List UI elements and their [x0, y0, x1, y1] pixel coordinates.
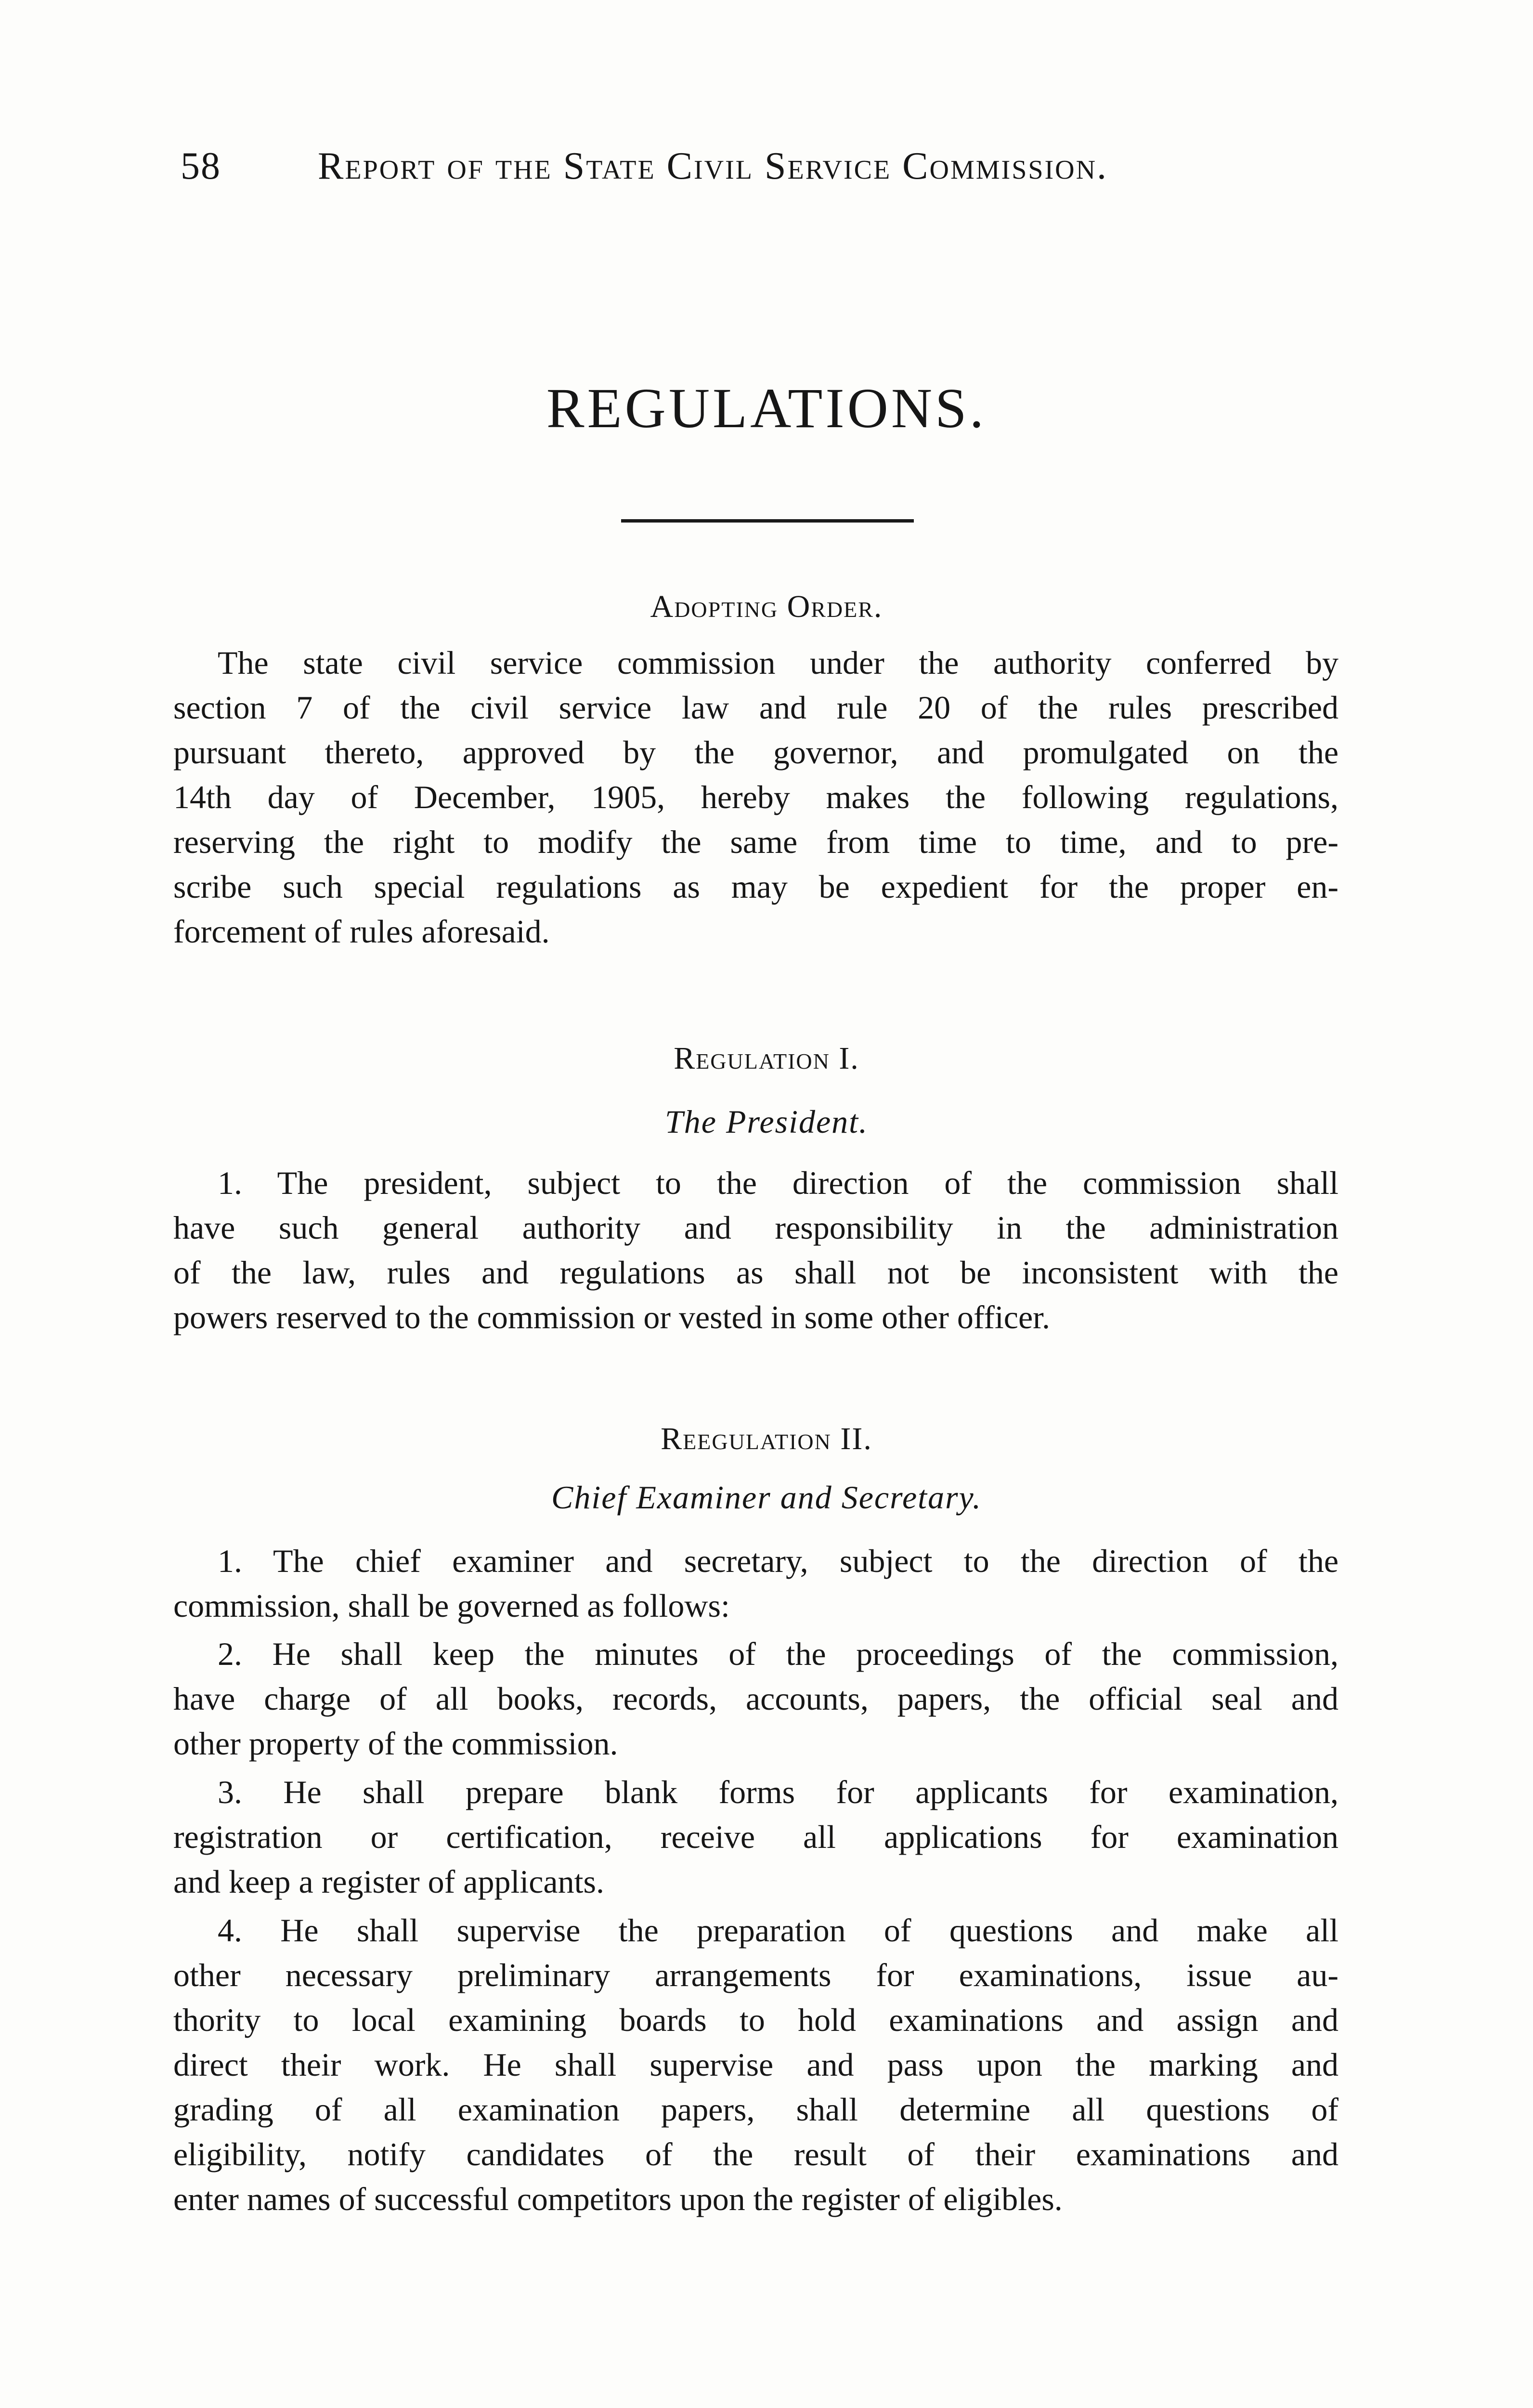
- page-title: REGULATIONS.: [546, 377, 987, 440]
- regulation-2-paragraph-1: [173, 1539, 1338, 1628]
- adopting-order-paragraph: [173, 641, 1338, 954]
- paragraph-line: commission, shall be governed as follows:: [173, 1587, 730, 1624]
- regulation-1-paragraph-1: [173, 1161, 1338, 1340]
- paragraph-line: 3. He shall prepare blank forms for applicants for examination,: [218, 1774, 1338, 1810]
- paragraph-line: direct their work. He shall supervise and pass upon the marking and: [173, 2046, 1338, 2083]
- paragraph-line: section 7 of the civil service law and rule 20 of the rules prescribed: [173, 689, 1338, 726]
- paragraph-line: 4. He shall supervise the preparation of questions and make all: [218, 1912, 1338, 1949]
- paragraph-line: 1. The president, subject to the direction of the commission shall: [218, 1165, 1338, 1201]
- paragraph-line: forcement of rules aforesaid.: [173, 913, 550, 950]
- regulation-2-heading: Reegulation II.: [661, 1421, 872, 1456]
- title-rule: [621, 519, 914, 523]
- paragraph-line: 1. The chief examiner and secretary, subject to the direction of the: [218, 1543, 1338, 1579]
- regulation-2-paragraph-4: [173, 1908, 1338, 2222]
- paragraph-line: have such general authority and responsibility in the administration: [173, 1209, 1338, 1246]
- paragraph-line: reserving the right to modify the same from time to time, and to pre-: [173, 824, 1338, 860]
- paragraph-line: grading of all examination papers, shall determine all questions of: [173, 2091, 1338, 2128]
- paragraph-line: 2. He shall keep the minutes of the proceedings of the commission,: [218, 1636, 1338, 1672]
- page-number: 58: [181, 145, 221, 187]
- regulation-1-heading: Regulation I.: [674, 1041, 859, 1076]
- regulation-2-subheading: Chief Examiner and Secretary.: [551, 1479, 982, 1516]
- paragraph-line: 14th day of December, 1905, hereby makes the following regulations,: [173, 779, 1338, 815]
- paragraph-line: pursuant thereto, approved by the governor, and promulgated on the: [173, 734, 1338, 771]
- paragraph-line: scribe such special regulations as may be expedient for the proper en-: [173, 868, 1338, 905]
- paragraph-line: other property of the commission.: [173, 1725, 618, 1762]
- paragraph-line: thority to local examining boards to hold examinations and assign and: [173, 2002, 1338, 2038]
- paragraph-line: The state civil service commission under the authority conferred by: [218, 644, 1338, 681]
- paragraph-line: have charge of all books, records, accounts, papers, the official seal and: [173, 1680, 1338, 1717]
- paragraph-line: powers reserved to the commission or vested in some other officer.: [173, 1299, 1051, 1335]
- paragraph-line: of the law, rules and regulations as shall not be inconsistent with the: [173, 1254, 1338, 1291]
- paragraph-line: eligibility, notify candidates of the result of their examinations and: [173, 2136, 1338, 2172]
- paragraph-line: other necessary preliminary arrangements for examinations, issue au-: [173, 1957, 1338, 1993]
- paragraph-line: enter names of successful competitors upon the register of eligibles.: [173, 2181, 1063, 2217]
- running-head: Report of the State Civil Service Commission.: [318, 145, 1108, 187]
- regulation-2-paragraph-2: [173, 1632, 1338, 1766]
- adopting-order-heading: Adopting Order.: [650, 589, 883, 624]
- paragraph-line: and keep a register of applicants.: [173, 1863, 604, 1900]
- paragraph-line: registration or certification, receive all applications for examination: [173, 1819, 1338, 1855]
- regulation-1-subheading: The President.: [664, 1103, 869, 1140]
- regulation-2-paragraph-3: [173, 1770, 1338, 1904]
- page-header: [181, 144, 1384, 197]
